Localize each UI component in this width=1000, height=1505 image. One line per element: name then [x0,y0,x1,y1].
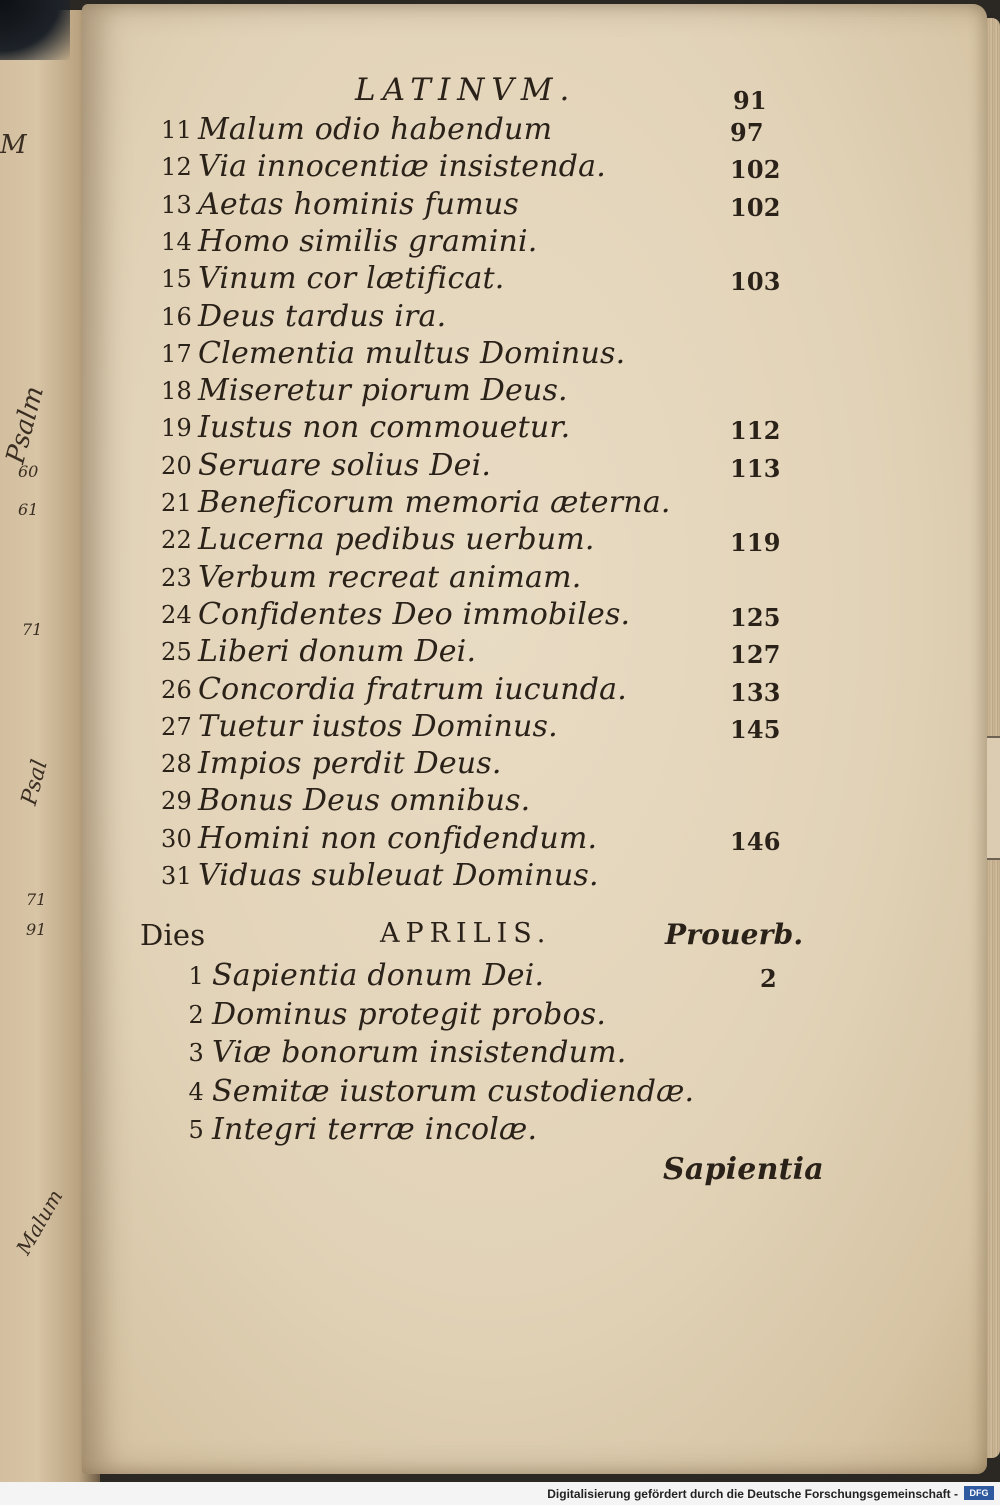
day-number: 26 [161,675,192,704]
page-reference: 146 [730,826,781,856]
day-number: 17 [161,339,192,368]
running-title: LATINVM. [355,72,577,108]
day-number: 4 [188,1077,204,1106]
day-number: 29 [161,787,192,816]
day-number: 28 [161,750,192,779]
left-page-fragment: Psalm [0,383,50,467]
entry-title: Deus tardus ira. [198,298,447,334]
day-number: 22 [161,526,192,555]
day-number: 16 [161,302,192,331]
entry-title: Seruare solius Dei. [198,447,492,483]
left-page-fragment: Psal [16,757,53,808]
entry-title: Viduas subleuat Dominus. [198,858,599,893]
entry-title: Confidentes Deo immobiles. [198,596,631,632]
day-number: 31 [161,862,192,890]
entry-title: Miseretur piorum Deus. [198,373,568,409]
entry-title: Beneficorum memoria æterna. [198,485,671,520]
day-number: 3 [188,1039,204,1067]
day-number: 15 [161,265,192,294]
entry-title: Verbum recreat animam. [198,559,582,595]
entry-title: Liberi donum Dei. [198,634,477,670]
day-number: 13 [161,190,192,219]
book-heading: Prouerb. [665,918,804,951]
day-number: 24 [161,600,192,629]
entry-title: Bonus Deus omnibus. [198,783,531,819]
entry-title: Integri terræ incolæ. [212,1112,538,1147]
entry-title: Sapientia donum Dei. [212,958,545,993]
page-reference: 125 [730,602,781,632]
folio-number: 91 [733,86,767,115]
day-number: 30 [161,824,192,853]
day-number: 21 [161,489,192,517]
left-page-fragment: 91 [26,920,47,939]
left-page-fragment: Malum [11,1185,68,1259]
dfg-logo: DFG [964,1486,994,1500]
day-number: 20 [161,451,192,480]
entry-title: Tuetur iustos Dominus. [198,708,558,744]
day-number: 2 [188,1000,204,1029]
day-number: 14 [161,227,192,256]
entry-title: Semitæ iustorum custodiendæ. [212,1073,695,1109]
day-number: 12 [161,153,192,182]
left-page-fragment: 71 [26,890,47,909]
day-number: 27 [161,712,192,741]
entry-title: Concordia fratrum iucunda. [198,671,627,707]
left-page-fragment: 71 [22,620,43,639]
dies-label: Dies [140,918,206,952]
month-heading: APRILIS. [380,918,552,949]
left-page-fragment: 60 [18,462,39,481]
page-reference: 112 [730,416,781,446]
day-number: 25 [161,638,192,667]
day-number: 11 [161,116,192,144]
entry-title: Lucerna pedibus uerbum. [198,522,595,558]
day-number: 18 [161,377,192,406]
entry-title: Dominus protegit probos. [212,996,607,1032]
page-reference: 102 [730,155,781,185]
entry-title: Via innocentiæ insistenda. [198,149,606,185]
day-number: 1 [188,962,204,990]
left-page-fragment: M [0,130,27,160]
page-reference: 133 [730,677,781,707]
day-number: 23 [161,563,192,592]
page-reference: 119 [730,528,781,558]
page-reference: 2 [760,964,777,993]
catchword: Sapientia [663,1152,824,1187]
page-reference: 97 [730,118,764,147]
page-reference: 127 [730,640,781,670]
footer-credit: Digitalisierung gefördert durch die Deutsche Forschungsgemeinschaft - [547,1487,958,1501]
entry-title: Iustus non commouetur. [198,410,571,446]
page-reference: 103 [730,267,781,297]
page-reference: 113 [730,453,781,483]
entry-title: Viæ bonorum insistendum. [212,1035,627,1070]
entry-title: Malum odio habendum [198,112,553,147]
entry-title: Homo similis gramini. [198,223,538,259]
book-cover-corner [0,0,70,60]
day-number: 5 [188,1116,204,1144]
entry-title: Homini non confidendum. [198,820,598,856]
entry-title: Clementia multus Dominus. [198,335,626,371]
day-number: 19 [161,414,192,443]
entry-title: Impios perdit Deus. [198,746,502,782]
page-reference: 145 [730,714,781,744]
page-reference: 102 [730,192,781,222]
entry-title: Aetas hominis fumus [198,186,519,222]
footer-bar [0,1482,1000,1505]
entry-title: Vinum cor lætificat. [198,261,505,297]
left-page-fragment: 61 [18,500,39,519]
